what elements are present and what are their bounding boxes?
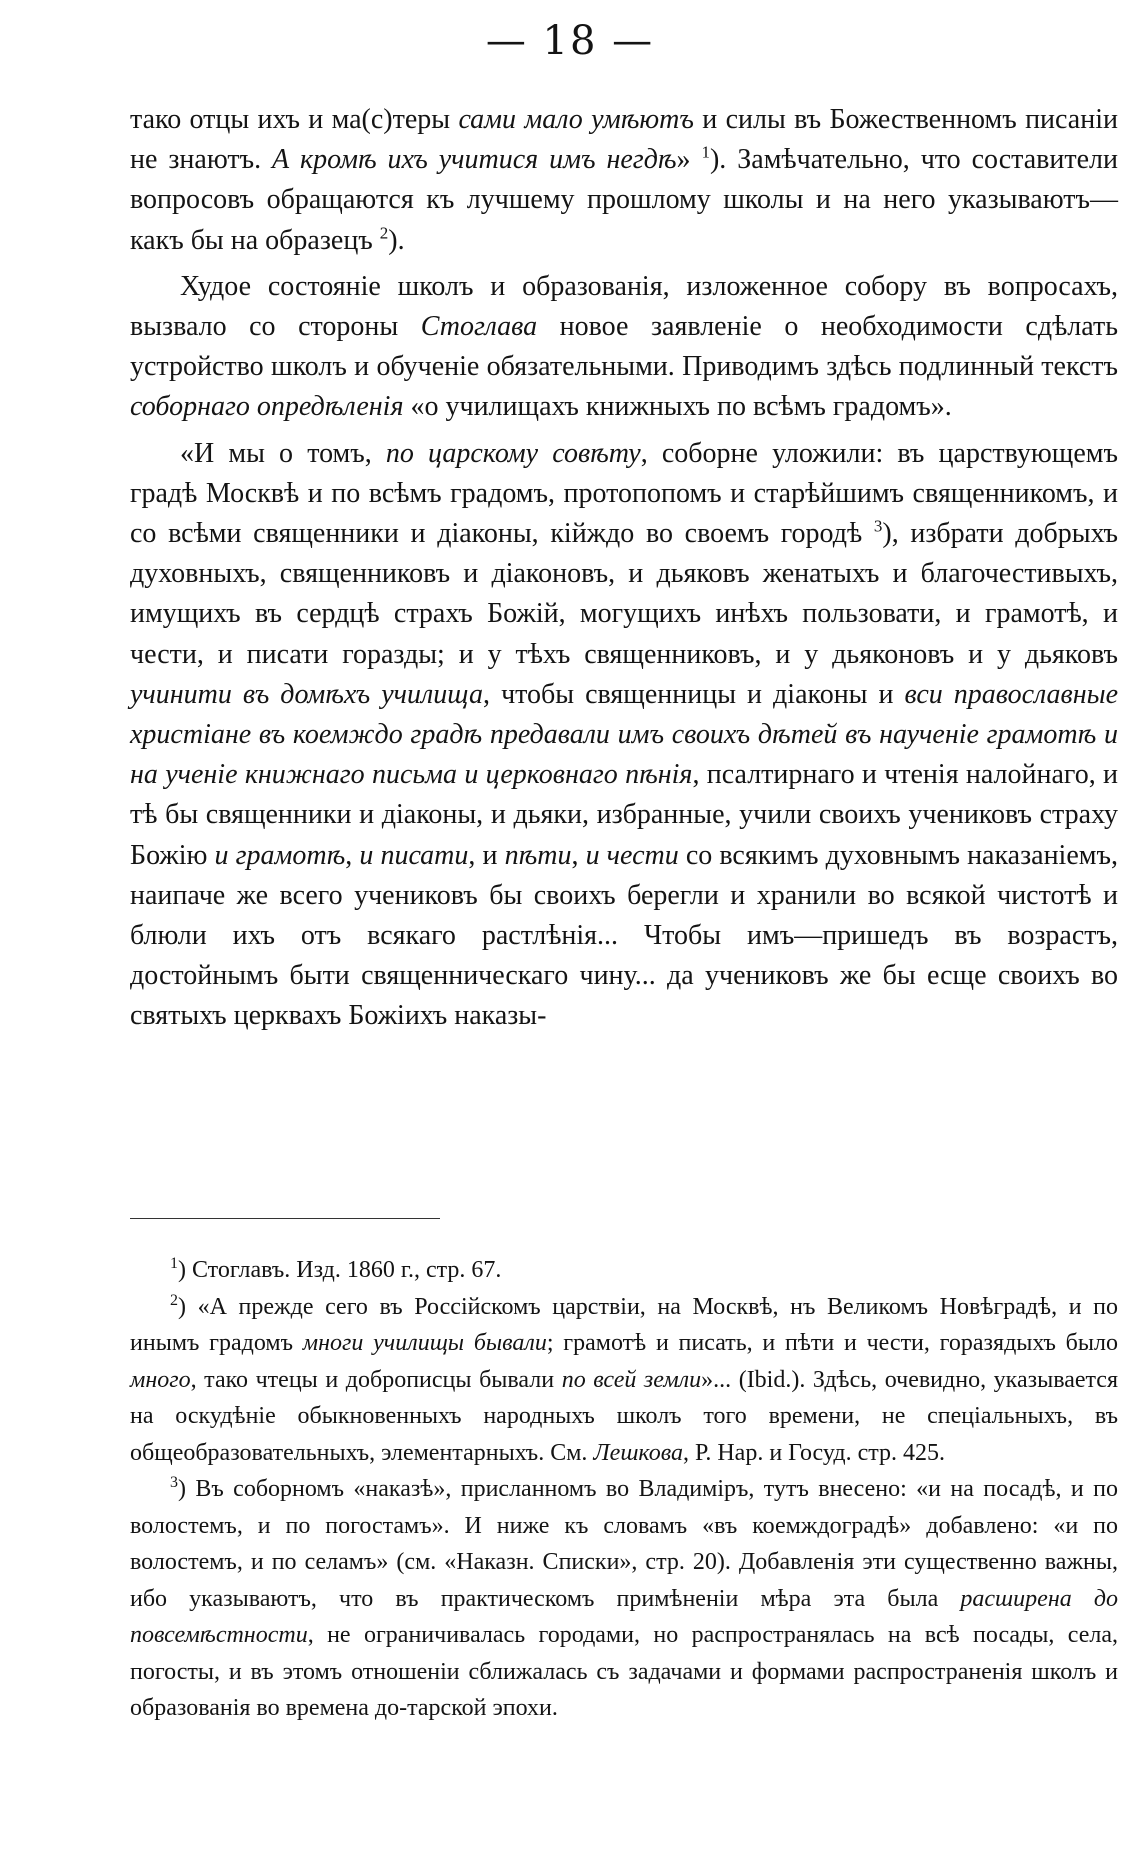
- text-run: , чтобы священницы и діаконы и: [483, 678, 905, 710]
- footnote-2: [130, 1289, 1118, 1472]
- text-run: ). Замѣчательно, что составители вопросовъ обращаются къ лучшему прошлому школы и на него указываютъ—какъ бы на образецъ: [130, 144, 1118, 256]
- italic-phrase: и грамотѣ: [214, 839, 346, 871]
- text-run: , Р. Нар. и Госуд. стр. 425.: [683, 1439, 946, 1466]
- italic-phrase: учинити въ домѣхъ училища: [130, 678, 484, 710]
- italic-phrase: соборнаго опредѣленія: [130, 391, 404, 423]
- text-run: ) Въ соборномъ «наказѣ», присланномъ во Владиміръ, тутъ внесено: «и на посадѣ, и по волостемъ, и по погостамъ». И ниже къ словамъ «въ коемждоградѣ» добавлено: «и по волостемъ, и по селамъ» (см. «Наказн. Списки», стр. 20). Добавленія эти существенно важны, ибо указываютъ, что въ практическомъ примѣненіи мѣра эта была: [130, 1476, 1118, 1612]
- footnotes: [130, 1252, 1118, 1727]
- text-run: ) «А прежде сего въ Россійскомъ царствіи, на Москвѣ, нъ Великомъ Новѣградѣ, и по инымъ градомъ: [130, 1293, 1118, 1356]
- text-run: »... (Ibid.). Здѣсь, очевидно, указывается на оскудѣніе обыкновенныхъ народныхъ школъ того времени, не спеціальныхъ, въ общеобразовательныхъ, элементарныхъ. См.: [130, 1366, 1118, 1466]
- paragraph-3-quote: [130, 434, 1118, 1037]
- footnote-ref-2: 2: [379, 223, 389, 243]
- italic-phrase: А кромѣ ихъ учитися имъ негдѣ: [272, 144, 677, 176]
- footnote-3: [130, 1471, 1118, 1727]
- text-run: ).: [388, 224, 405, 256]
- page-number: — 18 —: [485, 18, 655, 64]
- italic-phrase: Лешкова: [593, 1439, 683, 1466]
- italic-phrase: по всей земли: [561, 1366, 702, 1393]
- text-run: «И мы о томъ,: [180, 437, 386, 469]
- italic-phrase: вси православные христіане въ коемждо градѣ предавали имъ своихъ дѣтей въ наученіе грамотѣ и на ученіе книжнаго письма и церковнаго пѣнія: [130, 678, 1118, 791]
- main-text: [130, 100, 1118, 1037]
- paragraph-2: [130, 267, 1118, 428]
- text-run: тако отцы ихъ и ма(с)теры: [130, 104, 459, 135]
- text-run: ; грамотѣ и писать, и пѣти и чести, горазядыхъ было: [546, 1330, 1118, 1356]
- text-run: »: [676, 144, 702, 176]
- italic-phrase: и писати: [359, 839, 469, 871]
- text-run: со всякимъ духовнымъ наказаніемъ, наипаче же всего учениковъ бы своихъ берегли и хранили во всякой чистотѣ и блюли ихъ отъ всякаго растлѣнія... Чтобы имъ—пришедъ въ возрастъ, достойнымъ быти священническаго чину... да учениковъ же бы есще своихъ во святыхъ церквахъ Божіихъ наказы-: [130, 839, 1118, 1032]
- italic-phrase: пѣти: [504, 839, 572, 871]
- footnote-mark: 1: [170, 1255, 178, 1272]
- text-run: , псалтирнаго и чтенія налойнаго, и тѣ бы священники и діаконы, и дьяки, избранные, учили своихъ учениковъ страху Божію: [130, 759, 1119, 871]
- text-run: ) Стоглавъ. Изд. 1860 г., стр. 67.: [178, 1257, 502, 1283]
- text-run: и силы въ Божественномъ писаніи не знаютъ.: [130, 104, 1118, 176]
- italic-phrase: по царскому совѣту: [385, 437, 641, 469]
- italic-phrase: расширена до повсемѣстности: [130, 1585, 1119, 1648]
- text-run: , и: [468, 839, 505, 871]
- text-run: , не ограничивалась городами, но распространялась на всѣ посады, села, погосты, и въ этомъ отношеніи сближалась съ задачами и формами распространенія школъ и образованія во времена до-тарской эпохи.: [130, 1622, 1118, 1721]
- italic-phrase: и чести: [585, 839, 679, 871]
- italic-phrase: много: [130, 1366, 191, 1393]
- footnote-separator: [130, 1218, 440, 1219]
- text-run: ,: [571, 839, 586, 871]
- text-run: новое заявленіе о необходимости сдѣлать устройство школъ и обученіе обязательными. Приводимъ здѣсь подлинный текстъ: [130, 311, 1118, 383]
- paragraph-1: [130, 100, 1118, 261]
- footnote-ref-1: 1: [701, 142, 710, 162]
- footnote-mark: 3: [170, 1474, 178, 1491]
- text-run: «о училищахъ книжныхъ по всѣмъ градомъ».: [403, 391, 952, 423]
- text-run: , соборне уложили: въ царствующемъ градѣ Москвѣ и по всѣмъ градомъ, протопопомъ и старѣйшимъ священникомъ, и со всѣми священники и діаконы, кійждо во своемъ городѣ: [130, 437, 1118, 550]
- italic-phrase: Стоглава: [420, 311, 538, 343]
- italic-phrase: сами мало умѣютъ: [458, 104, 694, 135]
- footnote-ref-3: 3: [873, 516, 883, 536]
- text-run: , тако чтецы и доброписцы бывали: [190, 1366, 562, 1393]
- text-run: ), избрати добрыхъ духовныхъ, священниковъ и діаконовъ, и дьяковъ женатыхъ и благочестивыхъ, имущихъ въ сердцѣ страхъ Божій, могущихъ инѣхъ пользовати, и грамотѣ, и чести, и писати горазды; и у тѣхъ священниковъ, и у дьяконовъ и у дьяковъ: [130, 518, 1118, 670]
- footnote-1: [130, 1252, 1118, 1289]
- text-run: ,: [345, 839, 360, 871]
- italic-phrase: многи училищы бывали: [302, 1330, 547, 1356]
- footnote-mark: 2: [170, 1291, 178, 1309]
- text-run: Худое состояніе школъ и образованія, изложенное собору въ вопросахъ, вызвало со стороны: [130, 270, 1118, 343]
